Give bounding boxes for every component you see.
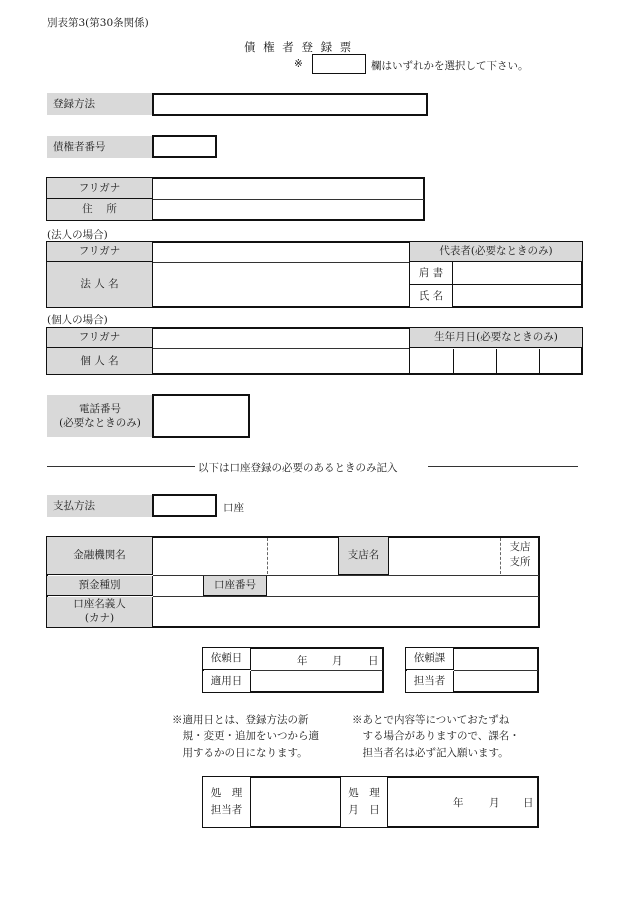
registration-method-field[interactable] xyxy=(152,93,428,116)
dob-cell-4[interactable] xyxy=(539,349,582,374)
corporate-furigana-field[interactable] xyxy=(154,243,409,261)
processing-staff-label xyxy=(203,777,251,827)
individual-section-label: (個人の場合) xyxy=(47,314,108,326)
request-date-year: 年 xyxy=(297,655,308,667)
dob-cell-3[interactable] xyxy=(496,349,540,374)
request-person-label: 担当者 xyxy=(406,671,454,692)
divider-text: 以下は口座登録の必要のあるときのみ記入 xyxy=(198,462,398,474)
request-date-label: 依頼日 xyxy=(203,648,251,670)
legend-sample-box xyxy=(312,54,366,74)
corporate-section-label: (法人の場合) xyxy=(47,229,108,241)
rep-title-field[interactable] xyxy=(454,263,581,283)
processing-staff-field[interactable] xyxy=(252,777,340,827)
individual-furigana-label: フリガナ xyxy=(47,328,153,348)
page-title: 債 権 者 登 録 票 xyxy=(244,40,354,54)
deposit-type-label: 預金種別 xyxy=(47,576,153,596)
deposit-type-field[interactable] xyxy=(154,577,202,595)
corporate-furigana-label: フリガナ xyxy=(47,242,153,262)
branch-type-options[interactable] xyxy=(501,540,539,569)
phone-label-main: 電話番号 xyxy=(79,402,121,415)
processing-staff-label-2: 担当者 xyxy=(210,804,243,816)
rep-row-divider xyxy=(453,284,582,285)
address-furigana-field[interactable] xyxy=(154,179,423,198)
rep-title-label: 肩 書 xyxy=(410,262,453,285)
creditor-number-field[interactable] xyxy=(152,135,217,158)
processing-staff-label-1: 処 理 xyxy=(210,787,243,800)
individual-name-label: 個 人 名 xyxy=(47,348,153,374)
institution-field-1[interactable] xyxy=(154,538,268,574)
processing-date-field[interactable] xyxy=(389,777,538,827)
branch-label: 支店名 xyxy=(338,537,389,575)
request-date-day: 日 xyxy=(368,655,379,667)
account-holder-label-main: 口座名義人 xyxy=(73,598,126,611)
institution-field-2[interactable] xyxy=(268,538,338,574)
phone-field[interactable] xyxy=(152,394,250,438)
bank-row2-divider xyxy=(153,596,539,597)
payment-method-field[interactable] xyxy=(152,494,217,517)
account-holder-label xyxy=(47,597,153,627)
account-holder-label-sub: (カナ) xyxy=(84,612,115,624)
creditor-number-label: 債権者番号 xyxy=(47,136,153,158)
corporate-name-field[interactable] xyxy=(154,263,409,306)
request-person-field[interactable] xyxy=(455,671,538,692)
apply-date-label: 適用日 xyxy=(203,671,251,692)
request-date-field[interactable] xyxy=(252,648,383,670)
address-furigana-label: フリガナ xyxy=(47,178,153,199)
payment-method-label: 支払方法 xyxy=(47,495,153,517)
account-number-field[interactable] xyxy=(268,577,538,595)
dob-cell-1[interactable] xyxy=(410,349,454,374)
corporate-name-label: 法 人 名 xyxy=(47,262,153,307)
payment-method-suffix: 口座 xyxy=(223,502,244,514)
divider-right xyxy=(428,466,578,467)
processing-date-label-2: 月 日 xyxy=(348,804,380,816)
processing-date-month: 月 xyxy=(489,797,500,809)
rep-name-label: 氏 名 xyxy=(410,285,453,307)
processing-date-year: 年 xyxy=(453,797,464,809)
divider-left xyxy=(47,466,195,467)
account-holder-field[interactable] xyxy=(154,598,538,626)
address-field[interactable] xyxy=(154,200,423,219)
rep-name-field[interactable] xyxy=(454,286,581,306)
branch-option-shisho[interactable]: 支所 xyxy=(509,555,531,568)
individual-furigana-field[interactable] xyxy=(154,329,409,347)
request-dept-field[interactable] xyxy=(455,648,538,670)
contact-note: ※あとで内容等についておたずね する場合がありますので、課名・ 担当者名は必ず記入願います。 xyxy=(352,714,520,759)
dob-cell-2[interactable] xyxy=(453,349,497,374)
registration-method-label: 登録方法 xyxy=(47,93,153,115)
individual-name-field[interactable] xyxy=(154,349,409,373)
address-label: 住 所 xyxy=(47,199,153,220)
branch-option-shiten[interactable]: 支店 xyxy=(509,541,531,553)
request-date-month: 月 xyxy=(332,655,343,667)
note-text: 欄はいずれかを選択して下さい。 xyxy=(371,60,529,72)
branch-field[interactable] xyxy=(390,538,501,574)
processing-date-label-1: 処 理 xyxy=(348,787,380,800)
dob-header: 生年月日(必要なときのみ) xyxy=(410,328,582,348)
form-reference: 別表第3(第30条関係) xyxy=(47,17,149,29)
institution-label: 金融機関名 xyxy=(47,537,153,575)
processing-date-label xyxy=(340,777,388,827)
account-number-label: 口座番号 xyxy=(203,576,267,596)
phone-label-sub: (必要なときのみ) xyxy=(59,417,141,429)
apply-date-field[interactable] xyxy=(252,671,383,692)
representative-header: 代表者(必要なときのみ) xyxy=(410,242,582,262)
apply-date-note: ※適用日とは、登録方法の新 規・変更・追加をいつから適 用するかの日になります。 xyxy=(172,714,319,759)
phone-label xyxy=(47,395,153,437)
request-dept-label: 依頼課 xyxy=(406,648,454,670)
note-mark: ※ xyxy=(294,58,303,70)
processing-date-day: 日 xyxy=(523,797,534,809)
